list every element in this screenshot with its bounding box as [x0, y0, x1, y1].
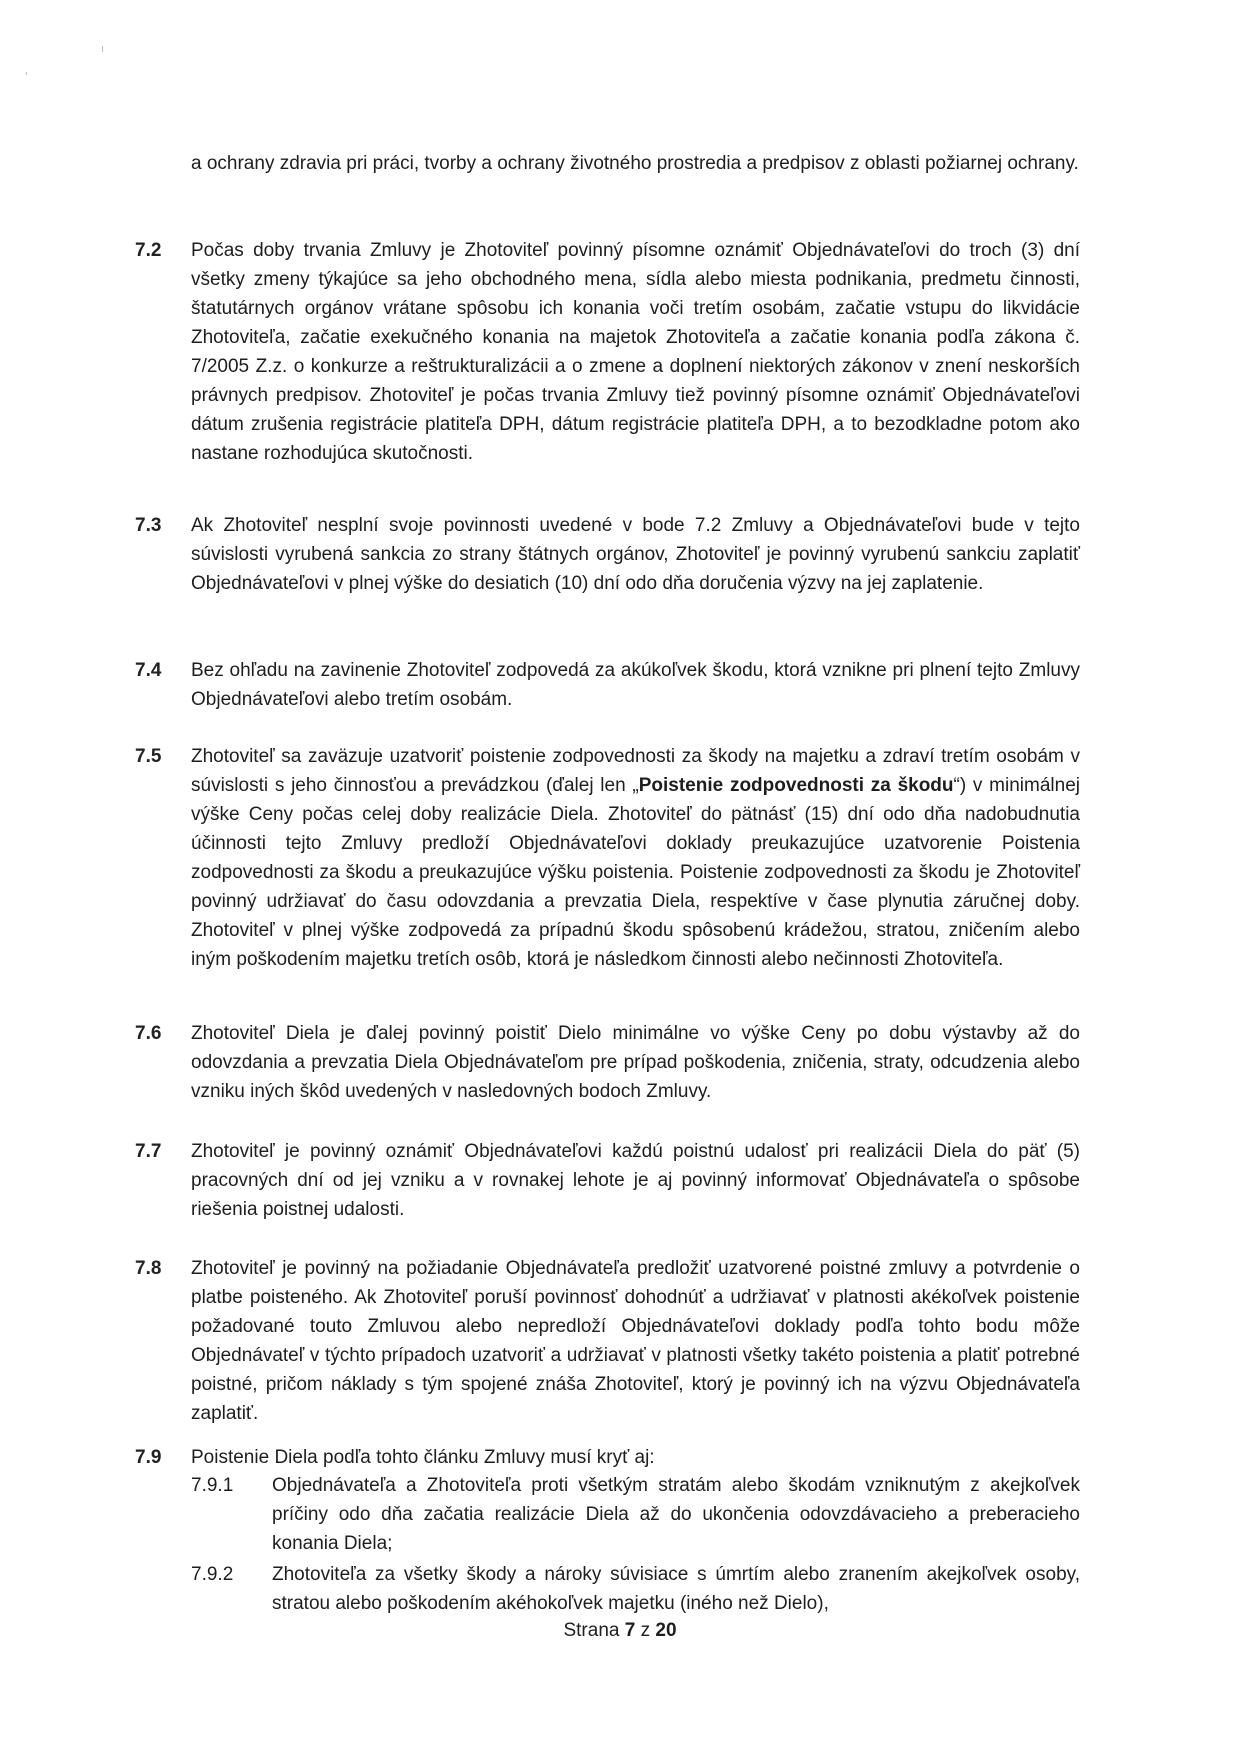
- footer-separator: z: [640, 1620, 651, 1641]
- section-number: 7.5: [135, 746, 162, 767]
- section-text: Počas doby trvania Zmluvy je Zhotoviteľ povinný písomne oznámiť Objednávateľovi do troch (3) dní všetky zmeny týkajúce sa jeho obchodného mena, sídla alebo miesta podnikania, predmetu činnosti, štatutárnych orgánov vrátane spôsobu ich konania voči tretím osobám, začatie vstupu do likvidácie Zhotoviteľa, začatie exekučného konania na majetok Zhotoviteľa a začatie konania podľa zákona č. 7/2005 Z.z. o konkurze a reštrukturalizácii a o zmene a doplnení niektorých zákonov v znení neskorších právnych predpisov. Zhotoviteľ je počas trvania Zmluvy tiež povinný písomne oznámiť Objednávateľovi dátum zrušenia registrácie platiteľa DPH, dátum registrácie platiteľa DPH, a to bezodkladne potom ako nastane rozhodujúca skutočnosti.: [191, 240, 1080, 464]
- section-text-part: “) v minimálnej výške Ceny počas celej doby realizácie Diela. Zhotoviteľ do pätnásť (15) dní odo dňa nadobudnutia účinnosti tejto Zmluvy predloží Objednávateľovi doklady preukazujúce uzatvorenie Poistenia zodpovednosti za škodu a preukazujúce výšku poistenia. Poistenie zodpovednosti za škodu je Zhotoviteľ povinný udržiavať do času odovzdania a prevzatia Diela, respektíve v čase plynutia záručnej doby. Zhotoviteľ v plnej výške zodpovedá za prípadnú škodu spôsobenú krádežou, stratou, zničením alebo iným poškodením majetku tretích osôb, ktorá je následkom činnosti alebo nečinnosti Zhotoviteľa.: [191, 775, 1080, 970]
- subsection-text: Objednávateľa a Zhotoviteľa proti všetkým stratám alebo škodám vzniknutým z akejkoľvek príčiny odo dňa začatia realizácie Diela až do ukončenia odovzdávacieho a preberacieho konania Diela;: [272, 1475, 1080, 1554]
- intro-paragraph: a ochrany zdravia pri práci, tvorby a ochrany životného prostredia a predpisov z oblasti požiarnej ochrany.: [191, 153, 1079, 174]
- section-text: Zhotoviteľ Diela je ďalej povinný poistiť Dielo minimálne vo výške Ceny po dobu výstavby až do odovzdania a prevzatia Diela Objednávateľom pre prípad poškodenia, zničenia, straty, odcudzenia alebo vzniku iných škôd uvedených v nasledovných bodoch Zmluvy.: [191, 1023, 1080, 1102]
- section-text: Zhotoviteľ je povinný na požiadanie Objednávateľa predložiť uzatvorené poistné zmluvy a potvrdenie o platbe poisteného. Ak Zhotoviteľ poruší povinnosť dohodnúť a udržiavať v platnosti akékoľvek poistenie požadované touto Zmluvou alebo nepredloží Objednávateľovi doklady podľa tohto bodu môže Objednávateľ v týchto prípadoch uzatvoriť a udržiavať v platnosti všetky takéto poistenia a platiť potrebné poistné, pričom náklady s tým spojené znáša Zhotoviteľ, ktorý je povinný ich na výzvu Objednávateľa zaplatiť.: [191, 1258, 1080, 1424]
- scan-artifact: [26, 72, 27, 75]
- defined-term: Poistenie zodpovednosti za škodu: [638, 775, 954, 796]
- subsection-number: 7.9.1: [191, 1475, 234, 1496]
- section-text: Zhotoviteľ je povinný oznámiť Objednávateľovi každú poistnú udalosť pri realizácii Diela do päť (5) pracovných dní od jej vzniku a v rovnakej lehote je aj povinný informovať Objednávateľa o spôsobe riešenia poistnej udalosti.: [191, 1141, 1080, 1220]
- page-number: 7: [624, 1620, 636, 1641]
- section-number: 7.9: [135, 1447, 162, 1468]
- page-footer: [0, 1618, 1240, 1644]
- section-text: [191, 742, 1080, 974]
- section-text-part: Zhotoviteľ sa zaväzuje uzatvoriť poistenie zodpovednosti za škody na majetku a zdraví tretím osobám v súvislosti s jeho činnosťou a prevádzkou (ďalej len „: [191, 746, 1080, 796]
- subsection-number: 7.9.2: [191, 1564, 234, 1585]
- page-total: 20: [655, 1620, 677, 1641]
- section-text: Bez ohľadu na zavinenie Zhotoviteľ zodpovedá za akúkoľvek škodu, ktorá vznikne pri plnení tejto Zmluvy Objednávateľovi alebo tretím osobám.: [191, 660, 1080, 710]
- section-text: Ak Zhotoviteľ nesplní svoje povinnosti uvedené v bode 7.2 Zmluvy a Objednávateľovi bude v tejto súvislosti vyrubená sankcia zo strany štátnych orgánov, Zhotoviteľ je povinný vyrubenú sankciu zaplatiť Objednávateľovi v plnej výške do desiatich (10) dní odo dňa doručenia výzvy na jej zaplatenie.: [191, 515, 1080, 594]
- section-number: 7.8: [135, 1258, 162, 1279]
- footer-prefix: Strana: [563, 1620, 620, 1641]
- section-number: 7.2: [135, 240, 162, 261]
- section-number: 7.3: [135, 515, 162, 536]
- section-number: 7.4: [135, 660, 162, 681]
- scan-artifact: [102, 46, 103, 52]
- section-text: Poistenie Diela podľa tohto článku Zmluvy musí kryť aj:: [191, 1447, 655, 1468]
- section-number: 7.7: [135, 1141, 162, 1162]
- subsection-text: Zhotoviteľa za všetky škody a nároky súvisiace s úmrtím alebo zranením akejkoľvek osoby, stratou alebo poškodením akéhokoľvek majetku (iného než Dielo),: [272, 1564, 1080, 1614]
- section-number: 7.6: [135, 1023, 162, 1044]
